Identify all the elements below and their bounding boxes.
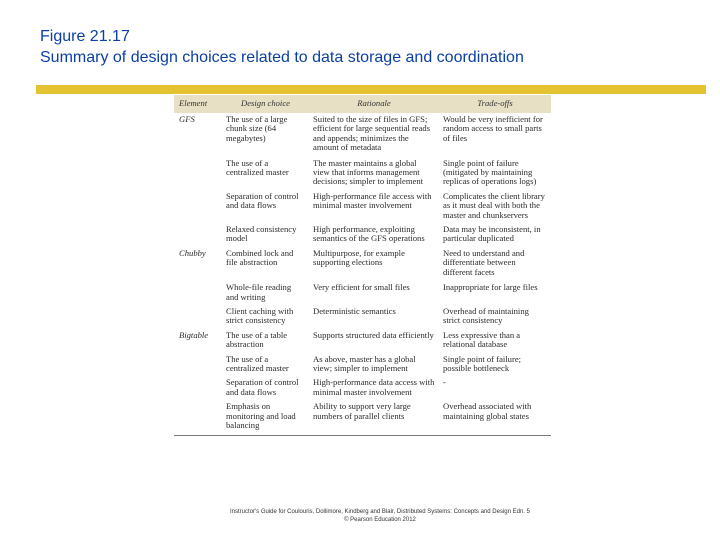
cell-rationale: High-performance file access with minimal master involvement bbox=[313, 190, 432, 211]
cell-rationale: Very efficient for small files bbox=[313, 282, 410, 293]
header-design-choice: Design choice bbox=[222, 95, 309, 113]
cell-trade-offs: Overhead of maintaining strict consistency bbox=[443, 305, 529, 326]
figure-caption: Summary of design choices related to data storage and coordination bbox=[40, 49, 524, 66]
cell-trade-offs: Would be very inefficient for random access to small parts of files bbox=[443, 114, 543, 143]
table-row bbox=[174, 280, 551, 305]
cell-design-choice: Client caching with strict consistency bbox=[226, 305, 294, 326]
cell-rationale: Multipurpose, for example supporting elections bbox=[313, 247, 405, 268]
figure-number: Figure 21.17 bbox=[40, 28, 130, 45]
footer-citation: Instructor's Guide for Coulouris, Dollimore, Kindberg and Blair, Distributed Systems: Concepts and Design Edn. 5 bbox=[230, 509, 530, 515]
cell-element bbox=[174, 280, 222, 305]
cell-rationale: High performance, exploiting semantics of the GFS operations bbox=[313, 224, 425, 244]
cell-element: Chubby bbox=[179, 247, 206, 258]
cell-element bbox=[174, 156, 222, 190]
table-row bbox=[174, 376, 551, 400]
cell-trade-offs: Single point of failure (mitigated by maintaining replicas of operations logs) bbox=[443, 157, 537, 187]
table-row bbox=[174, 329, 551, 353]
cell-trade-offs: Inappropriate for large files bbox=[443, 282, 538, 293]
cell-design-choice: Separation of control and data flows bbox=[226, 190, 299, 211]
cell-rationale: As above, master has a global view; simpler to implement bbox=[313, 353, 416, 373]
table-header-row bbox=[174, 95, 551, 113]
cell-design-choice: Whole-file reading and writing bbox=[226, 282, 292, 302]
cell-design-choice: Emphasis on monitoring and load balancing bbox=[226, 401, 296, 430]
cell-element bbox=[174, 223, 222, 247]
cell-element: GFS bbox=[179, 114, 195, 124]
cell-design-choice: Separation of control and data flows bbox=[226, 377, 299, 397]
title-divider bbox=[36, 85, 706, 94]
table-row bbox=[174, 156, 551, 190]
cell-rationale: Supports structured data efficiently bbox=[313, 329, 434, 340]
table-row bbox=[174, 247, 551, 280]
cell-rationale: Ability to support very large numbers of parallel clients bbox=[313, 401, 411, 421]
cell-element bbox=[174, 353, 222, 377]
cell-trade-offs: Need to understand and differentiate between different facets bbox=[443, 247, 525, 277]
table-row bbox=[174, 223, 551, 247]
cell-trade-offs: Less expressive than a relational database bbox=[443, 329, 521, 350]
cell-trade-offs: Overhead associated with maintaining global states bbox=[443, 401, 532, 421]
slide-title bbox=[40, 26, 524, 68]
cell-design-choice: The use of a table abstraction bbox=[226, 329, 288, 350]
table-row bbox=[174, 190, 551, 223]
slide-footer bbox=[200, 508, 560, 524]
table-row bbox=[174, 305, 551, 329]
cell-rationale: Suited to the size of files in GFS; efficient for large sequential reads and appends; minimizes the amount of metadata bbox=[313, 114, 431, 153]
cell-design-choice: The use of a centralized master bbox=[226, 157, 289, 178]
cell-design-choice: The use of a large chunk size (64 megabytes) bbox=[226, 114, 288, 143]
cell-element bbox=[174, 400, 222, 433]
cell-design-choice: Combined lock and file abstraction bbox=[226, 247, 294, 268]
footer-copyright: © Pearson Education 2012 bbox=[344, 517, 416, 523]
cell-trade-offs: - bbox=[443, 377, 446, 388]
cell-design-choice: Relaxed consistency model bbox=[226, 224, 297, 244]
cell-rationale: The master maintains a global view that informs management decisions; simpler to implement bbox=[313, 157, 424, 187]
cell-element: Bigtable bbox=[179, 329, 209, 340]
cell-element bbox=[174, 190, 222, 223]
table-row bbox=[174, 113, 551, 156]
table-row bbox=[174, 400, 551, 433]
header-trade-offs: Trade-offs bbox=[439, 95, 551, 113]
cell-element bbox=[174, 305, 222, 329]
table-bottom-rule bbox=[174, 435, 551, 436]
cell-element bbox=[174, 376, 222, 400]
cell-trade-offs: Data may be inconsistent, in particular duplicated bbox=[443, 224, 541, 244]
header-rationale: Rationale bbox=[309, 95, 439, 113]
header-element: Element bbox=[174, 95, 222, 113]
design-choices-table bbox=[174, 95, 551, 433]
cell-design-choice: The use of a centralized master bbox=[226, 353, 289, 373]
cell-trade-offs: Single point of failure; possible bottleneck bbox=[443, 353, 522, 373]
cell-trade-offs: Complicates the client library as it must deal with both the master and chunkservers bbox=[443, 190, 545, 220]
table-row bbox=[174, 353, 551, 377]
cell-rationale: Deterministic semantics bbox=[313, 305, 396, 316]
design-choices-figure bbox=[174, 95, 551, 436]
cell-rationale: High-performance data access with minimal master involvement bbox=[313, 377, 435, 397]
